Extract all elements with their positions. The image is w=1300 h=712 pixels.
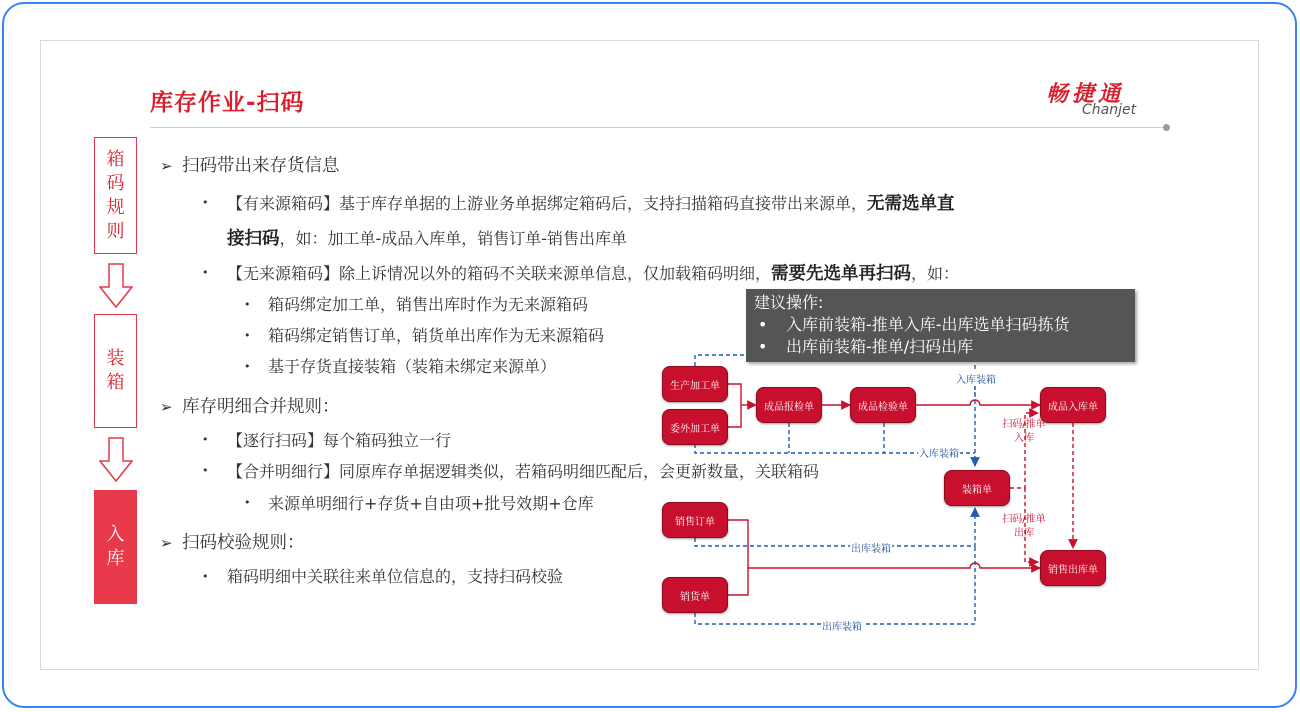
section-heading: ➢ 扫码校验规则： (160, 533, 305, 553)
node-packing-list: 装箱单 (944, 470, 1010, 506)
step-label: 装箱 (106, 348, 125, 393)
section-heading: ➢ 扫码带出来存货信息 (160, 156, 340, 176)
node-inspection-report: 成品报检单 (756, 387, 822, 423)
bullet-dot-icon: • (244, 360, 251, 373)
step-label: 箱码规则 (106, 148, 125, 242)
arrow-bullet-icon: ➢ (160, 534, 173, 552)
bullet-dot-icon: • (202, 464, 209, 477)
bullet-dot-icon: • (202, 266, 209, 279)
bullet-text: 【逐行扫码】每个箱码独立一行 (227, 431, 452, 450)
bullet-text: 【无来源箱码】除上诉情况以外的箱码不关联来源单信息，仅加载箱码明细，需要先选单再扫码，如： (227, 264, 960, 284)
section-heading: ➢ 库存明细合并规则： (160, 397, 340, 417)
sub-bullet-text: 基于存货直接装箱（装箱未绑定来源单） (268, 357, 557, 376)
bullet-dot-icon: • (758, 315, 768, 334)
label-instock-packing: 入库装箱 (955, 371, 997, 386)
callout-title: 建议操作: (754, 293, 824, 312)
callout-item: • 入库前装箱-推单入库-出库选单扫码拣货 (754, 314, 1127, 336)
bullet-dot-icon: • (758, 337, 768, 356)
bullet-dot-icon: • (202, 433, 209, 446)
sub-bullet-text: 来源单明细行+存货+自由项+批号效期+仓库 (268, 494, 594, 513)
bullet-text: 箱码明细中关联往来单位信息的，支持扫码校验 (227, 567, 564, 586)
dashed-packing-lines (695, 355, 975, 624)
label-scan-push-instock: 扫码/推单 入库 (1002, 419, 1046, 444)
node-delivery-note: 销货单 (662, 577, 728, 613)
node-outsourcing-order: 委外加工单 (662, 409, 728, 445)
suggestion-callout (746, 289, 1135, 362)
sub-bullet-text: 箱码绑定加工单，销售出库时作为无来源箱码 (268, 295, 589, 314)
label-outstock-packing: 出库装箱 (821, 618, 863, 633)
bullet-text-continued: 接扫码，如：加工单-成品入库单，销售订单-销售出库单 (227, 229, 628, 249)
arrow-bullet-icon: ➢ (160, 398, 173, 416)
page-title: 库存作业-扫码 (150, 90, 305, 116)
logo-english: Chanjet (1082, 102, 1137, 118)
logo-chinese: 畅捷通 (1046, 82, 1125, 107)
bullet-dot-icon: • (244, 298, 251, 311)
node-finished-instock: 成品入库单 (1040, 387, 1106, 423)
bullet-dot-icon: • (202, 196, 209, 209)
bullet-dot-icon: • (244, 329, 251, 342)
node-sales-outstock: 销售出库单 (1040, 550, 1106, 586)
node-sales-order: 销售订单 (662, 502, 728, 538)
arrow-bullet-icon: ➢ (160, 157, 173, 175)
bullet-dot-icon: • (244, 496, 251, 509)
bullet-dot-icon: • (202, 570, 209, 583)
callout-item: • 出库前装箱-推单/扫码出库 (754, 336, 1127, 358)
label-outstock-packing: 出库装箱 (850, 540, 892, 555)
bullet-text: 【有来源箱码】基于库存单据的上游业务单据绑定箱码后，支持扫描箱码直接带出来源单，无需选单直 (227, 194, 955, 214)
step-label: 入库 (106, 524, 125, 569)
label-instock-packing: 入库装箱 (918, 445, 960, 460)
label-scan-push-outstock: 扫码/推单 出库 (1002, 514, 1046, 539)
sub-bullet-text: 箱码绑定销售订单，销货单出库作为无来源箱码 (268, 326, 605, 345)
node-inspection: 成品检验单 (850, 387, 916, 423)
node-production-order: 生产加工单 (662, 366, 728, 402)
bullet-text: 【合并明细行】同原库存单据逻辑类似，若箱码明细匹配后，会更新数量，关联箱码 (227, 462, 820, 481)
